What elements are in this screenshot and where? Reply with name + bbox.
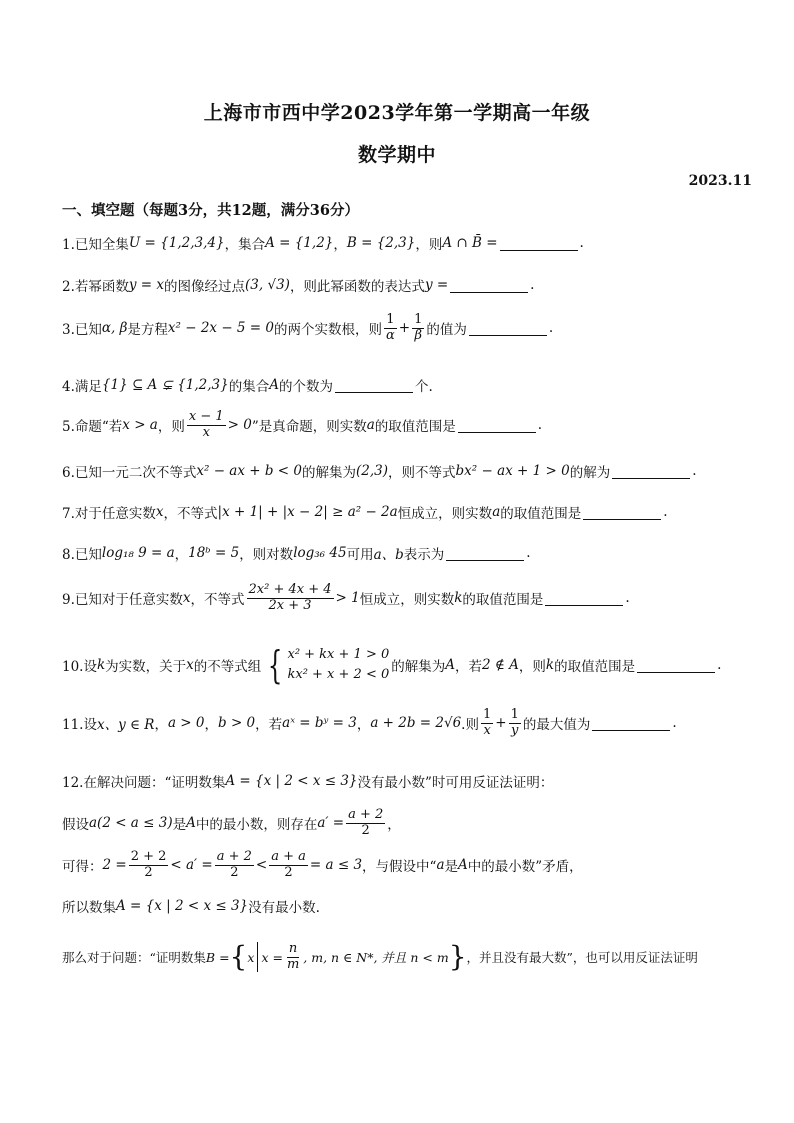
fraction-q9: $\frac{\text{2x² + 4x + 4}}{2x + 3}$ [248,582,332,613]
fraction-a-plus-2-over-2-b: $\frac{a + 2}{2}$ [216,849,252,880]
fraction-1-over-alpha: $\frac{1}{\alpha}$ [386,312,395,343]
question-4: 4.满足 {1} ⊆ A ⊊ {1,2,3} 的集合 A 的个数为 个. [62,377,433,395]
question-12-line-3: 可得： 2 = $\frac{2 + 2}{2}$ < a′ = $\frac{a + 2}{2}$ < $\frac{a + a}{2}$ = a ≤ 3 ，与假设中“ a 是 A 中的最小数”矛盾， [62,849,583,880]
answer-blank-1[interactable] [500,236,578,251]
question-9: 9.已知对于任意实数 x ，不等式 $\frac{\text{2x² + 4x + 4}}{2x + 3}$ > 1 恒成立，则实数 k 的取值范围是 . [62,582,630,613]
question-10: 10.设 k 为实数，关于 x 的不等式组 { x² + kx + 1 > 0 kx² + x + 2 < 0 的解集为 A ，若 2 ∉ A ，则 k 的取值范围是 . [62,643,722,688]
exam-date: 2023.11 [688,173,752,189]
question-5: 5.命题“若 x > a ，则 $\frac{x - 1}{x}$ > 0 ”是真命题，则实数 a 的取值范围是 . [62,409,543,440]
question-1: 1.已知全集 U = {1,2,3,4} ，集合 A = {1,2} ， B = {2,3} ，则 A ∩ B̄ = . [62,235,584,253]
question-11: 11.设 x、y ∈ R ， a > 0 ， b > 0 ，若 aˣ = bʸ = 3 ， a + 2b = 2√6 .则 $\frac{1}{x}$ + $\frac{1}{y}$ 的最大值为 . [62,707,677,738]
answer-blank-2[interactable] [450,278,528,293]
left-brace: { [268,643,283,688]
answer-blank-7[interactable] [583,505,661,520]
question-2: 2.若幂函数 y = x 的图像经过点 (3, √3) ，则此幂函数的表达式 y = . [62,277,535,295]
answer-blank-8[interactable] [446,546,524,561]
inequality-system: { x² + kx + 1 > 0 kx² + x + 2 < 0 [268,643,390,688]
answer-blank-9[interactable] [545,591,623,606]
question-3: 3.已知 α, β 是方程 x² − 2x − 5 = 0 的两个实数根，则 $\frac{1}{\alpha}$ + $\frac{1}{\beta}$ 的值为 . [62,312,554,343]
fraction-1-over-beta: $\frac{1}{\beta}$ [414,312,423,343]
answer-blank-5[interactable] [458,418,536,433]
answer-blank-4[interactable] [335,378,413,393]
answer-blank-6[interactable] [612,464,690,479]
section-heading-fill-in: 一、填空题（每题3分，共12题，满分36分） [62,202,359,219]
question-12-line-4: 所以数集 A = {x | 2 < x ≤ 3} 没有最小数. [62,898,320,916]
answer-blank-3[interactable] [469,321,547,336]
question-6: 6.已知一元二次不等式 x² − ax + b < 0 的解集为 (2,3) ，则不等式 bx² − ax + 1 > 0 的解为 . [62,463,697,481]
set-right-brace: } [448,940,467,974]
set-divider [257,942,258,972]
fraction-a-plus-2-over-2: $\frac{a + 2}{2}$ [348,807,384,838]
fraction-1-over-x: $\frac{1}{x}$ [482,707,492,738]
fraction-2-plus-2-over-2: $\frac{2 + 2}{2}$ [130,849,167,880]
fraction-1-over-y: $\frac{1}{y}$ [510,707,519,738]
fraction-n-over-m: $\frac{n}{m}$ [286,941,300,972]
question-7: 7.对于任意实数 x ，不等式 |x + 1| + |x − 2| ≥ a² − 2a 恒成立，则实数 a 的取值范围是 . [62,504,668,522]
question-12-line-1: 12.在解决问题：“证明数集 A = {x | 2 < x ≤ 3} 没有最小数”时可用反证法证明： [62,773,554,791]
question-12-line-2: 假设 a(2 < a ≤ 3) 是 A 中的最小数，则存在 a′ = $\frac{a + 2}{2}$ ， [62,807,401,838]
fraction-a-plus-a-over-2: $\frac{a + a}{2}$ [271,849,306,880]
exam-subtitle: 数学期中 [357,144,436,166]
exam-title: 上海市市西中学2023学年第一学期高一年级 [203,102,591,124]
answer-blank-11[interactable] [592,716,670,731]
question-8: 8.已知 log₁₈ 9 = a ， 18ᵇ = 5 ，则对数 log₃₆ 45 可用 a、b 表示为 . [62,545,531,563]
answer-blank-10[interactable] [637,658,715,673]
set-left-brace: { [229,940,248,974]
question-12-line-5: 那么对于问题：“证明数集 B = { x x = $\frac{n}{m}$ , m, n ∈ N*, 并且 n < m } ，并且没有最大数”，也可以用反证法证明 [62,940,698,974]
fraction-x-minus-1-over-x: $\frac{x - 1}{x}$ [188,409,224,440]
